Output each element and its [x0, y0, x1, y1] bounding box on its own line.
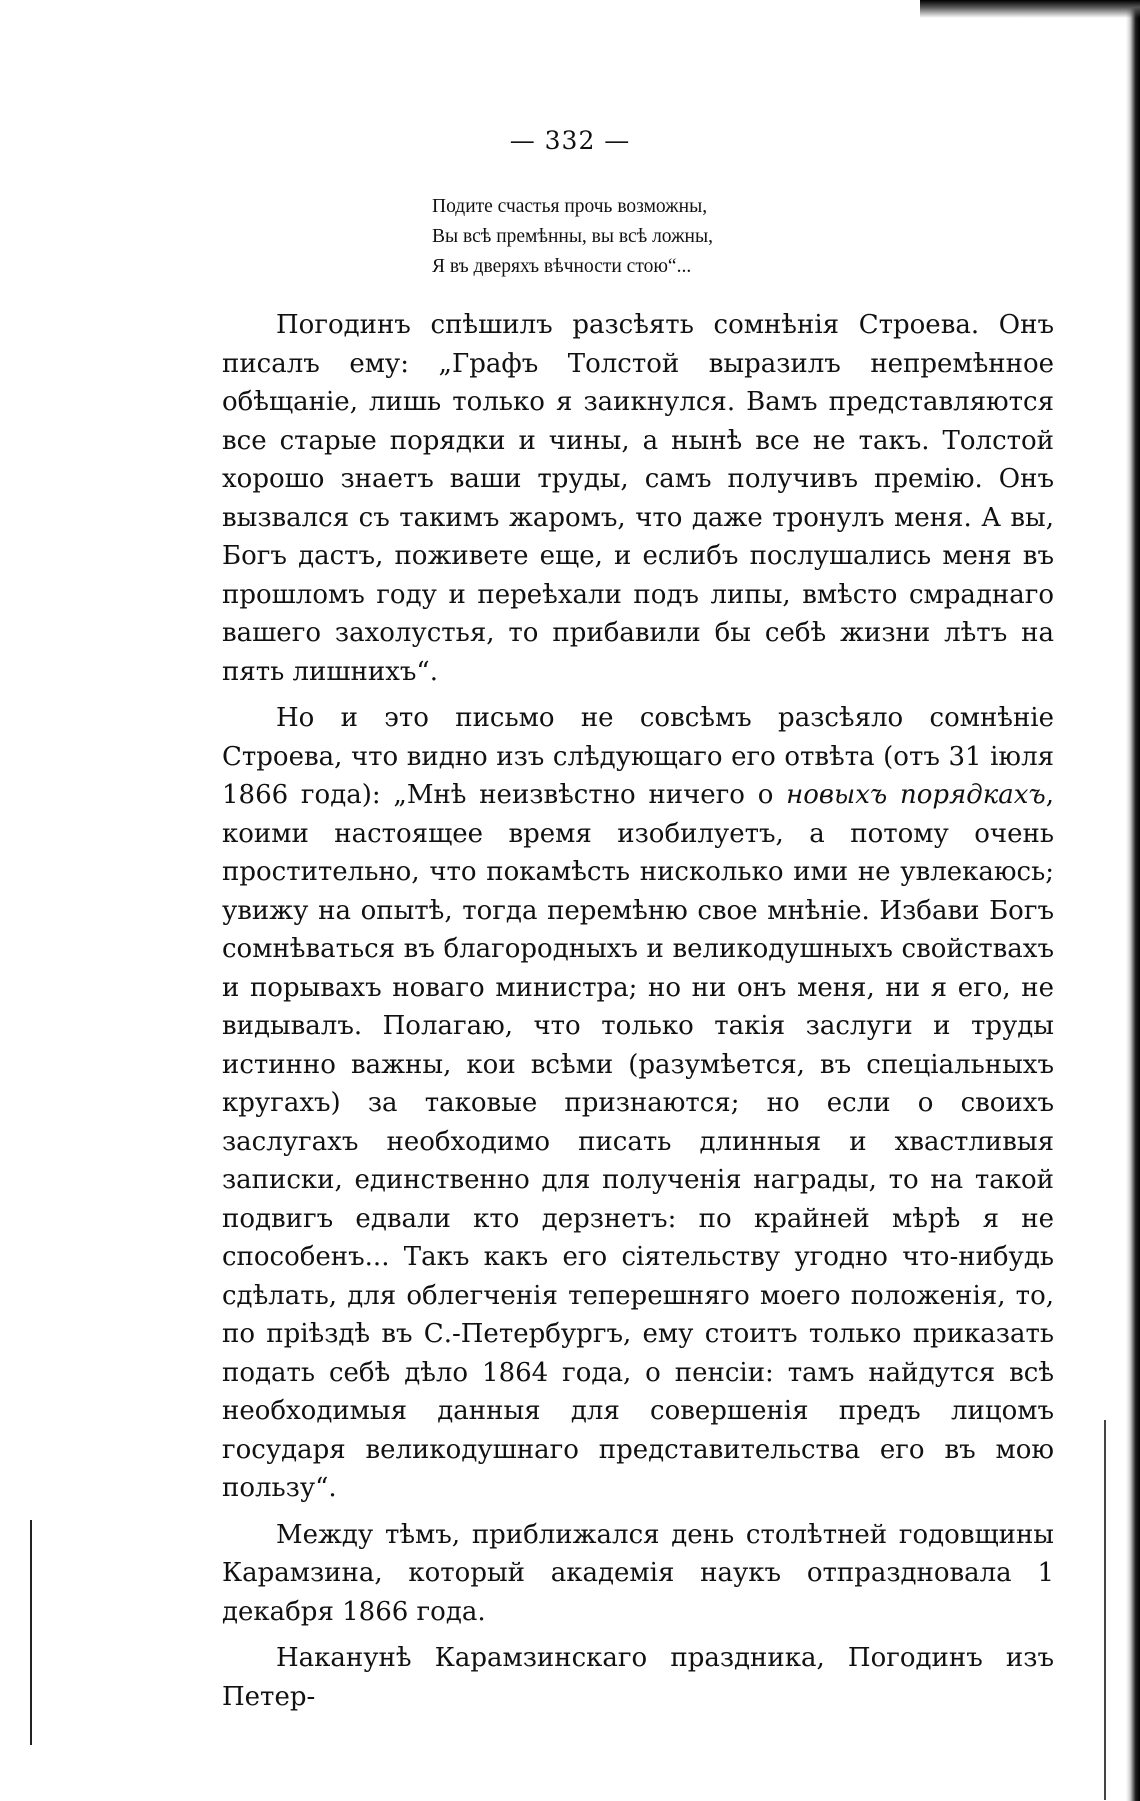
epigraph-line: Вы всѣ премѣнны, вы всѣ ложны, [432, 226, 713, 247]
page-number: — 332 — [509, 126, 631, 155]
paragraph-text: , коими настоящее время изобилуетъ, а потому очень простительно, что покамѣсть нисколько ими не увлекаюсь; увижу на опытѣ, тогда перемѣню свое мнѣніе. Избави Богъ сомнѣваться въ благородныхъ и великодушныхъ свойствахъ и порывахъ новаго министра; но ни онъ меня, ни я его, не видывалъ. Полагаю, что только такія заслуги и труды истинно важны, кои всѣми (разумѣется, въ спеціальныхъ кругахъ) за таковые признаются; но если о своихъ заслугахъ необходимо писать длинныя и хвастливыя записки, единственно для полученія награды, то на такой подвигъ едвали кто дерзнетъ: по крайней мѣрѣ я не способенъ... Такъ какъ его сіятельству угодно что-нибудь сдѣлать, для облегченія теперешняго моего положенія, то, по пріѣздѣ въ С.-Петербургъ, ему стоитъ только приказать подать себѣ дѣло 1864 года, о пенсіи: тамъ найдутся всѣ необходимыя данныя для совершенія предъ лицомъ государя великодушнаго представительства его въ мою пользу“. [222, 780, 1054, 1503]
paragraph-text: Но и это письмо не совсѣмъ разсѣяло сомнѣніе Строева, что видно изъ слѣдующаго его отвѣта (отъ 31 іюля 1866 года): „Мнѣ неизвѣстно ничего о [222, 703, 1054, 810]
scan-edge-top [920, 0, 1140, 18]
paragraph [222, 699, 1054, 1508]
epigraph [432, 192, 713, 282]
epigraph-line: Подите счастья прочь возможны, [432, 196, 708, 217]
epigraph-line: Я въ дверяхъ вѣчности стою“... [432, 256, 692, 277]
body-text [222, 306, 1054, 1716]
scan-edge-right [1126, 0, 1140, 1801]
emphasized-text: новыхъ порядкахъ [786, 780, 1046, 810]
scan-line-left [30, 1520, 32, 1745]
scan-line-right [1104, 1420, 1106, 1800]
paragraph: Между тѣмъ, приближался день столѣтней годовщины Карамзина, который академія наукъ отпраздновала 1 декабря 1866 года. [222, 1519, 1054, 1627]
paragraph: Наканунѣ Карамзинскаго праздника, Погодинъ изъ Петер- [222, 1643, 1054, 1712]
paragraph: Погодинъ спѣшилъ разсѣять сомнѣнія Строева. Онъ писалъ ему: „Графъ Толстой выразилъ непремѣнное обѣщаніе, лишь только я заикнулся. Вамъ представляются все старые порядки и чины, а нынѣ все не такъ. Толстой хорошо знаетъ ваши труды, самъ получивъ премію. Онъ вызвался съ такимъ жаромъ, что даже тронулъ меня. А вы, Богъ дастъ, поживете еще, и еслибъ послушались меня въ прошломъ году и переѣхали подъ липы, вмѣсто смраднаго вашего захолустья, то прибавили бы себѣ жизни лѣтъ на пять лишнихъ“. [222, 310, 1054, 687]
